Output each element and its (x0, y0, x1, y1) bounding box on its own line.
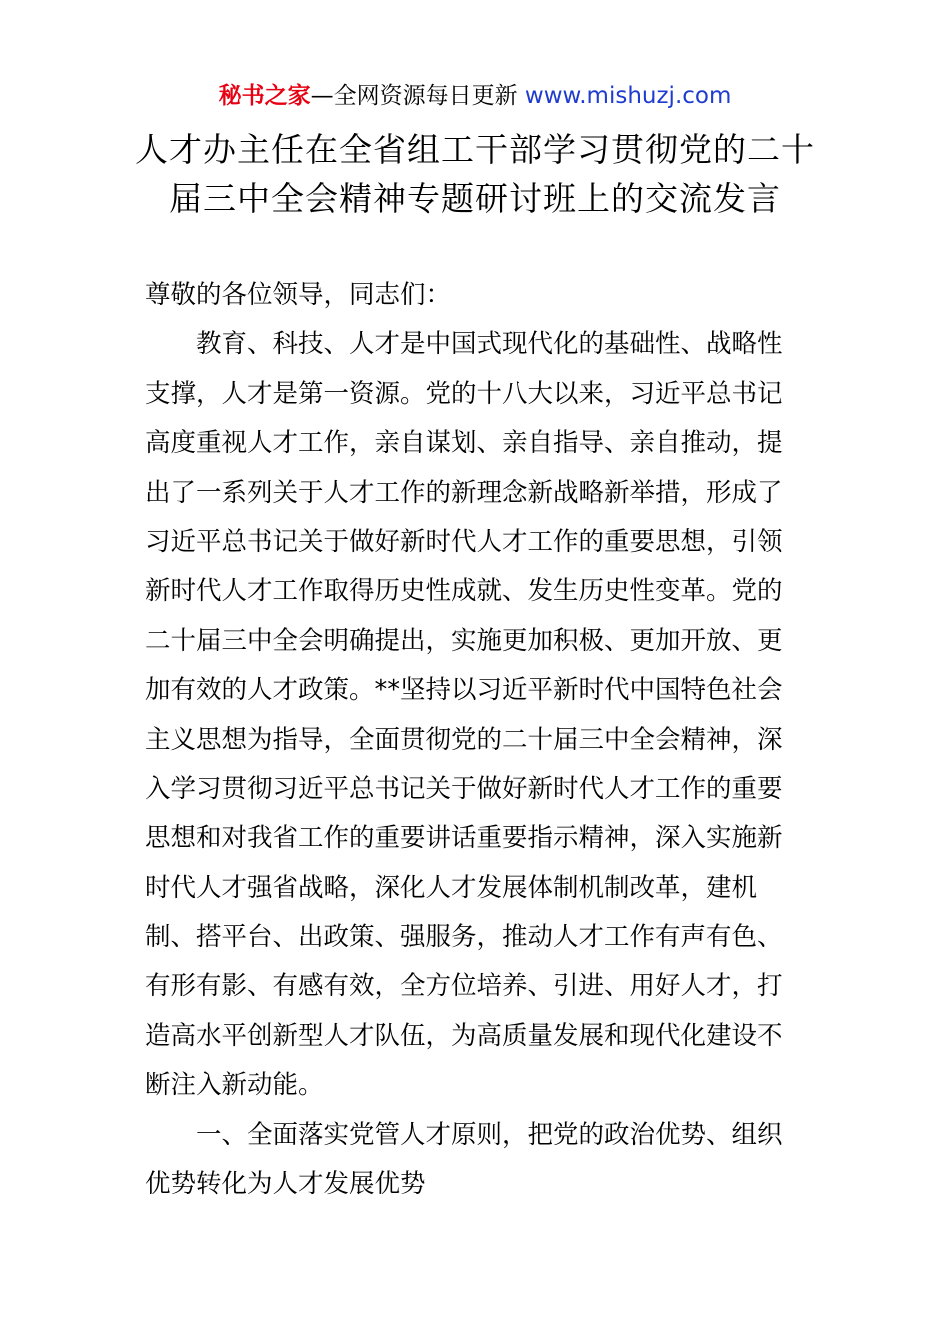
paragraph-line: 时代人才强省战略，深化人才发展体制机制改革，建机 (145, 872, 758, 903)
paragraph-line: 教育、科技、人才是中国式现代化的基础性、战略性 (196, 329, 783, 360)
paragraph-line: 有形有影、有感有效，全方位培养、引进、用好人才，打 (145, 971, 783, 1002)
paragraph-line: 支撑，人才是第一资源。党的十八大以来，习近平总书记 (145, 378, 783, 409)
paragraph-line: 制、搭平台、出政策、强服务，推动人才工作有声有色、 (145, 922, 783, 953)
paragraph-line: 主义思想为指导，全面贯彻党的二十届三中全会精神，深 (145, 724, 783, 755)
site-header (0, 80, 950, 112)
paragraph-line: 出了一系列关于人才工作的新理念新战略新举措，形成了 (145, 477, 783, 508)
site-url-link[interactable]: www.mishuzj.com (524, 83, 732, 109)
document-body (145, 271, 810, 1209)
paragraph-line: 思想和对我省工作的重要讲话重要指示精神，深入实施新 (145, 823, 783, 854)
paragraph-line: 入学习贯彻习近平总书记关于做好新时代人才工作的重要 (145, 773, 783, 804)
header-tagline: —全网资源每日更新 (310, 83, 518, 109)
document-title (60, 125, 890, 223)
paragraph-line: 二十届三中全会明确提出，实施更加积极、更加开放、更 (145, 625, 783, 656)
title-line-1: 人才办主任在全省组工干部学习贯彻党的二十 (135, 130, 815, 169)
title-line-2: 届三中全会精神专题研讨班上的交流发言 (169, 179, 781, 218)
paragraph-line: 加有效的人才政策。**坚持以习近平新时代中国特色社会 (145, 675, 783, 706)
paragraph-line: 高度重视人才工作，亲自谋划、亲自指导、亲自推动，提 (145, 428, 783, 459)
paragraph-line: 造高水平创新型人才队伍，为高质量发展和现代化建设不 (145, 1020, 783, 1051)
brand-name: 秘书之家 (218, 83, 311, 109)
paragraph-line: 断注入新动能。 (145, 1070, 324, 1101)
section-heading-line: 一、全面落实党管人才原则，把党的政治优势、组织 (196, 1119, 783, 1150)
section-heading-line: 优势转化为人才发展优势 (145, 1169, 426, 1200)
paragraph-line: 新时代人才工作取得历史性成就、发生历史性变革。党的 (145, 576, 783, 607)
paragraph-line: 习近平总书记关于做好新时代人才工作的重要思想，引领 (145, 526, 783, 557)
salutation: 尊敬的各位领导，同志们： (145, 280, 452, 310)
